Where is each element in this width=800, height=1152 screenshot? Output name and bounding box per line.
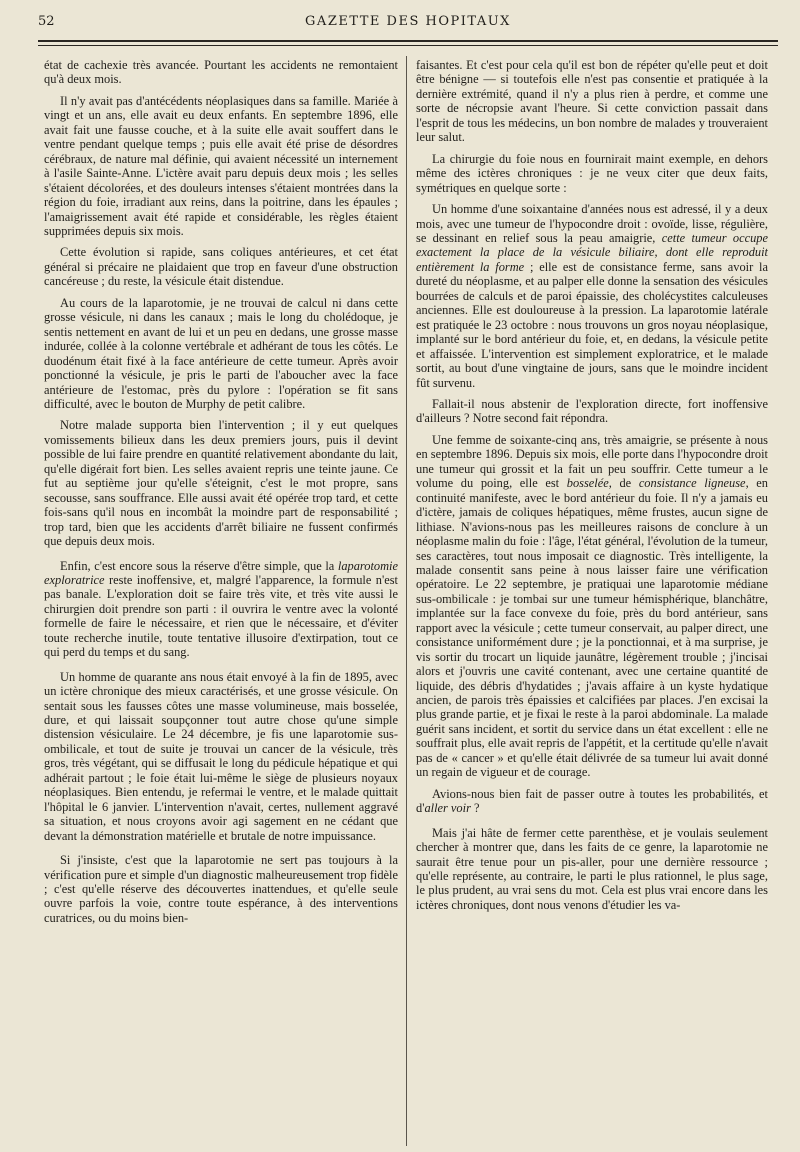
italic-run: cette tumeur occupe exactement la place de la vésicule biliaire, dont elle reproduit entièrement la forme bbox=[416, 230, 768, 274]
text-run: , en continuité manifeste, avec le bord antérieur du foie. Il n'y a jamais eu d'ictère, jamais de coliques hépatiques, même frustes, aucun signe de lithiase. N'avions-nous pas les meilleures raisons de conclure à un néoplasme malin du foie : l'âge, l'état général, l'évolution de la tumeur, ses caractères, tout nous imposait ce diagnostic. Très intelligente, la malade consentit sans peine à nous laisser faire une vérification opératoire. Le 22 septembre, je pratiquai une laparotomie médiane sus-ombilicale : je tombai sur une tumeur hémisphérique, blanchâtre, implantée sur la face convexe du foie, près du bord antérieur, sans rapport avec la vésicule ; cette tumeur conservait, au palper direct, une consistance uniformément dure ; je la ponctionnai, et à ma surprise, je vis sortir du trocart un liquide jaunâtre, légèrement trouble ; j'incisai alors et j'ouvris une cavité contenant, avec une certaine quantité de liquide, des débris d'hydatides ; j'avais affaire à un kyste hydatique ancien, de parois très épaissies et calcifiées par places. J'en excisai la plus grande partie, et je fixai le reste à la paroi abdominale. La malade guérit sans incident, et sortit du service dans un état excellent : elle ne souffrait plus, elle avait repris de l'appétit, et la certitude qu'elle n'avait pas de « cancer » et qu'elle était délivrée de sa tumeur lui avait donné un regain de vigueur et de courage. bbox=[416, 476, 768, 780]
paragraph: état de cachexie très avancée. Pourtant les accidents ne remontaient qu'à deux mois. bbox=[44, 58, 398, 87]
header-rule-thin bbox=[38, 45, 778, 46]
paragraph bbox=[416, 787, 768, 816]
paragraph: faisantes. Et c'est pour cela qu'il est bon de répéter qu'elle peut et doit être bénigne — si toutefois elle n'est pas consentie et pratiquée à la dernière extrémité, quand il n'y a plus rien à perdre, et comme une sorte de nécropsie avant l'heure. Si cette conviction passait dans l'esprit de tous les médecins, un bon nombre de malades y trouveraient leur salut. bbox=[416, 58, 768, 145]
italic-run: aller voir bbox=[424, 801, 471, 816]
paragraph: Notre malade supporta bien l'intervention ; il y eut quelques vomissements bilieux dans les deux premiers jours, puis il devint possible de lui faire prendre en quantité relativement abondante du lait, qu'elle digérait fort bien. Les selles avaient repris une teinte jaune. Ce fut au septième jour qu'elle s'éteignit, c'est le mot propre, sans secousse, sans souffrance. Elle aussi avait été opérée trop tard, et cette fois-sans qu'il nous en incombât la moindre part de responsabilité ; trop tard, bien que les accidents d'arrêt biliaire ne fussent confirmés que depuis deux mois. bbox=[44, 418, 398, 549]
paragraph bbox=[416, 433, 768, 780]
page-header bbox=[38, 14, 778, 36]
paragraph: Cette évolution si rapide, sans coliques antérieures, et cet état général si précaire ne plaidaient que trop en faveur d'une obstruction cancéreuse ; du reste, la vésicule était distendue. bbox=[44, 245, 398, 289]
text-run: ; elle est de consistance ferme, sans avoir la dureté du néoplasme, et au palper elle donne la sensation des vésicules bourrées de calculs et de paroi épaissie, des cholécystites calculeuses anciennes. Elle est douloureuse à la pression. La laparotomie latérale est pratiquée le 23 octobre : nous trouvons un gros noyau néoplasique, implanté sur le bord antérieur du foie, et, en dedans, la vésicule petite et affaissée. L'intervention est simplement exploratrice, et le malade sortit, au bout d'une vingtaine de jours, sans que le moindre incident fût survenu. bbox=[416, 259, 768, 390]
journal-title: GAZETTE DES HOPITAUX bbox=[305, 14, 511, 29]
paragraph: Au cours de la laparotomie, je ne trouvai de calcul ni dans cette grosse vésicule, ni dans les canaux ; mais le long du cholédoque, je sentis nettement en avant de lui et un peu en dedans, une grosse masse indurée, collée à la colonne vertébrale et adhérant de tous les côtés. Le duodénum était fixé à la face antérieure de cette tumeur. Après avoir ponctionné la vésicule, je pris le parti de l'aboucher avec la face antérieure de l'estomac, près du pylore : l'opération se fit sans difficulté, avec le bouton de Murphy de petit calibre. bbox=[44, 295, 398, 411]
right-column bbox=[416, 58, 768, 1146]
paragraph: Fallait-il nous abstenir de l'exploration directe, fort inoffensive d'ailleurs ? Notre second fait répondra. bbox=[416, 396, 768, 426]
column-divider bbox=[406, 56, 407, 1146]
paragraph: Il n'y avait pas d'antécédents néoplasiques dans sa famille. Mariée à vingt et un ans, elle avait eu deux enfants. En septembre 1896, elle avait fait une fausse couche, et à la suite elle avait souffert dans le ventre pendant quelque temps ; puis elle avait été prise de désordres cérébraux, de nature mal définie, qui avaient nécessité un internement à l'asile Sainte-Anne. L'ictère avait paru depuis deux mois ; les selles s'étaient décolorées, et des douleurs intenses s'étaient montrées dans la région du foie, irradiant aux reins, dans la poitrine, dans les épaules ; l'amaigrissement avait été rapide et considérable, les règles étaient supprimées depuis six mois. bbox=[44, 93, 398, 238]
text-run: , de bbox=[608, 476, 639, 491]
text-run: Enfin, c'est encore sous la réserve d'être simple, que la bbox=[60, 558, 338, 573]
paragraph bbox=[44, 559, 398, 660]
text-run: reste inoffensive, et, malgré l'apparence, la formule n'est pas banale. L'exploration doit se faire très vite, et très vite aussi le chirurgien doit prendre son parti : il ouvrira le ventre avec la volonté formelle de faire le nécessaire, et rien que le nécessaire, et d'éviter toute recherche inutile, toute tentative illusoire d'extirpation, tout ce qui perd du temps et du sang. bbox=[44, 572, 398, 660]
left-column bbox=[44, 58, 398, 1146]
paragraph: Si j'insiste, c'est que la laparotomie ne sert pas toujours à la vérification pure et simple d'un diagnostic malheureusement trop fidèle ; c'est qu'elle réserve des découvertes inattendues, et qu'elle seule ouvre parfois la voie, contre toute espérance, à des interventions curatrices, ou du moins bien- bbox=[44, 853, 398, 925]
text-run: Un homme d'une soixantaine d'années nous est adressé, il y a deux mois, avec une tumeur de l'hypocondre droit : ovoïde, lisse, régulière, se dessinant en relief sous la peau amaigrie, bbox=[416, 202, 768, 245]
italic-run: laparotomie exploratrice bbox=[44, 558, 398, 587]
header-rule-thick bbox=[38, 40, 778, 42]
italic-run: consistance ligneuse bbox=[638, 476, 746, 491]
paragraph: Un homme de quarante ans nous était envoyé à la fin de 1895, avec un ictère chronique des mieux caractérisés, et une grosse vésicule. On sentait sous les fausses côtes une masse volumineuse, mais bosselée, dure, et qui laissait soupçonner tout autre chose qu'une simple distension vésiculaire. Le 24 décembre, je fis une laparotomie sus-ombilicale, et tout de suite je trouvai un cancer de la vésicule, très gros, très végétant, qui se diffusait le long du pédicule hépatique et qui adhérait partout ; le foie était lui-même le siège de plusieurs noyaux néoplasiques. Bien entendu, je refermai le ventre, et le malade quittait l'hôpital le 6 janvier. L'intervention n'avait, certes, nullement aggravé sa situation, et nous croyons avoir agi sagement en ne cédant que devant la démonstration matérielle et brutale de notre impuissance. bbox=[44, 669, 398, 843]
italic-run: bosselée bbox=[566, 476, 609, 491]
paragraph: La chirurgie du foie nous en fournirait maint exemple, en dehors même des ictères chroniques : je ne veux citer que deux faits, symétriques en quelque sorte : bbox=[416, 151, 768, 195]
text-run: ? bbox=[470, 801, 480, 816]
paragraph: Mais j'ai hâte de fermer cette parenthèse, et je voulais seulement chercher à montrer que, dans les faits de ce genre, la laparotomie ne saurait être tenue pour un pis-aller, pour une dernière ressource ; qu'elle représente, au contraire, le parti le plus rationnel, le plus sage, le plus prudent, au vrai sens du mot. Cela est plus vrai encore dans les ictères chroniques, dont nous venons d'étudier les va- bbox=[416, 825, 768, 912]
page-number: 52 bbox=[38, 14, 55, 29]
paragraph bbox=[416, 202, 768, 390]
text-run: Une femme de soixante-cinq ans, très amaigrie, se présente à nous en septembre 1896. Depuis six mois, elle porte dans l'hypocondre droit une tumeur qui grossit et la fait un peu souffrir. Cette tumeur a le volume du poing, elle est bbox=[416, 432, 768, 491]
text-run: Avions-nous bien fait de passer outre à toutes les probabilités, et d' bbox=[416, 786, 768, 816]
